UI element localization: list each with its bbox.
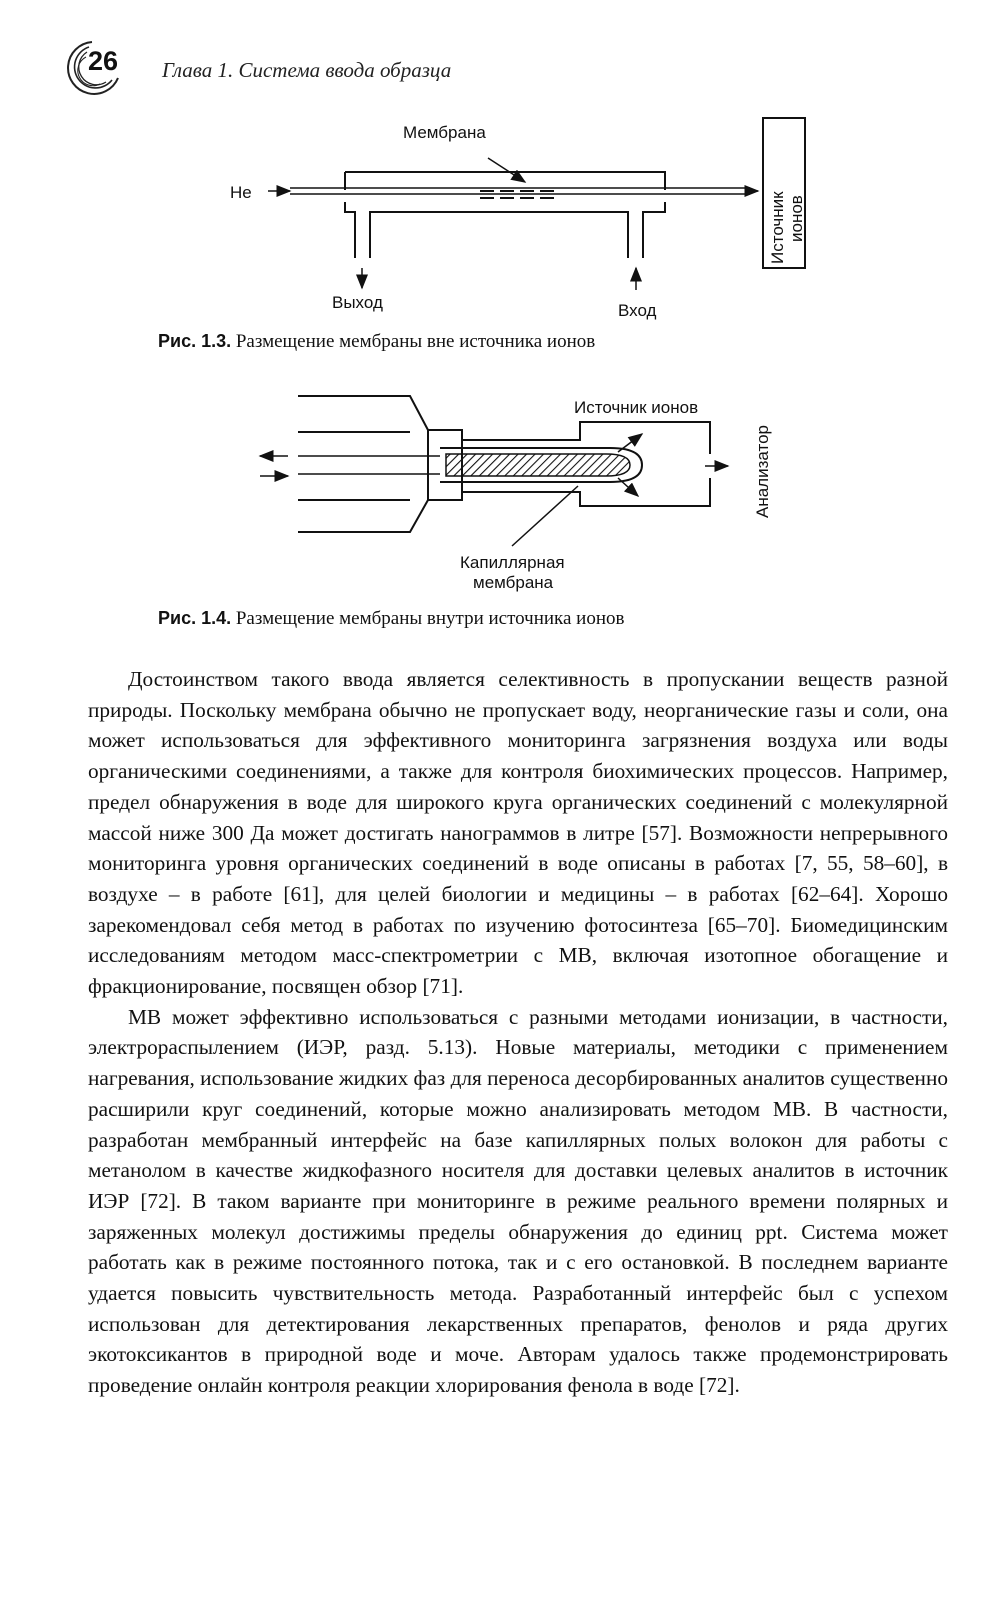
label-ion-source: Источник ионов xyxy=(574,398,699,417)
caption-text: Размещение мембраны вне источника ионов xyxy=(235,331,596,352)
label-analyzer: Анализатор xyxy=(753,425,772,518)
figure-1-3-diagram xyxy=(210,110,830,330)
caption-number: Рис. 1.3. xyxy=(158,331,232,351)
figure-1-4 xyxy=(250,382,810,604)
figure-1-4-caption xyxy=(158,608,624,630)
paragraph-1: Достоинством такого ввода является селективность в пропускании веществ разной природы. Поскольку мембрана обычно не пропускает воду, неорганические газы и соли, она может использоваться для эффективного мониторинга загрязнения воздуха или воды органическими соединениями, а также для контроля биохимических процессов. Например, предел обнаружения в воде для широкого круга органических соединений с молекулярной массой ниже 300 Да может достигать нанограммов в литре [57]. Возможности непрерывного мониторинга уровня органических соединений в воде описаны в работах [7, 55, 58–60], в воздухе – в работе [61], для целей биологии и медицины – в работах [62–64]. Хорошо зарекомендовал себя метод в работах по изучению фотосинтеза [65–70]. Биомедицинским исследованиям методом масс-спектрометрии с МВ, включая изотопное обогащение и фракционирование, посвящен обзор [71]. xyxy=(88,667,948,999)
page-header xyxy=(62,38,962,98)
body-text xyxy=(88,664,948,1401)
figure-1-4-diagram xyxy=(250,382,810,604)
figure-1-3 xyxy=(210,110,830,330)
paragraph-2: МВ может эффективно использоваться с разными методами ионизации, в частности, электрораспылением (ИЭР, разд. 5.13). Новые материалы, методики с применением нагревания, использование жидких фаз для переноса десорбированных аналитов существенно расширили круг соединений, которые можно анализировать методом МВ. В частности, разработан мембранный интерфейс на базе капиллярных полых волокон для работы с метанолом в качестве жидкофазного носителя для доставки целевых аналитов в источник ИЭР [72]. В таком варианте при мониторинге в режиме реального времени полярных и заряженных молекул достижимы пределы обнаружения до единиц ppt. Система может работать как в режиме постоянного потока, так и с его остановкой. В последнем варианте удается повысить чувствительность метода. Разработанный интерфейс был с успехом использован для детектирования лекарственных препаратов, фенолов и ряда других экотоксикантов в природной воде и моче. Авторам удалось также продемонстрировать проведение онлайн контроля реакции хлорирования фенола в воде [72]. xyxy=(88,1004,948,1398)
label-he: He xyxy=(230,183,252,202)
capillary-membrane-shape xyxy=(446,454,630,476)
label-inlet: Вход xyxy=(618,301,657,320)
label-ion-source-line1: Источник xyxy=(768,191,787,264)
caption-text: Размещение мембраны внутри источника ионов xyxy=(235,608,625,629)
label-capillary-line2: мембрана xyxy=(473,573,554,592)
figure-1-3-caption xyxy=(158,331,595,353)
page-number: 26 xyxy=(88,46,119,76)
ion-arrow-up-icon xyxy=(618,434,642,452)
capillary-pointer-icon xyxy=(512,486,578,546)
caption-number: Рис. 1.4. xyxy=(158,608,232,628)
label-membrane: Мембрана xyxy=(403,123,486,142)
label-outlet: Выход xyxy=(332,293,383,312)
label-ion-source-line2: ионов xyxy=(787,195,806,242)
membrane-pointer-icon xyxy=(488,158,525,182)
label-capillary-line1: Капиллярная xyxy=(460,553,565,572)
chapter-title: Глава 1. Система ввода образца xyxy=(162,58,452,82)
